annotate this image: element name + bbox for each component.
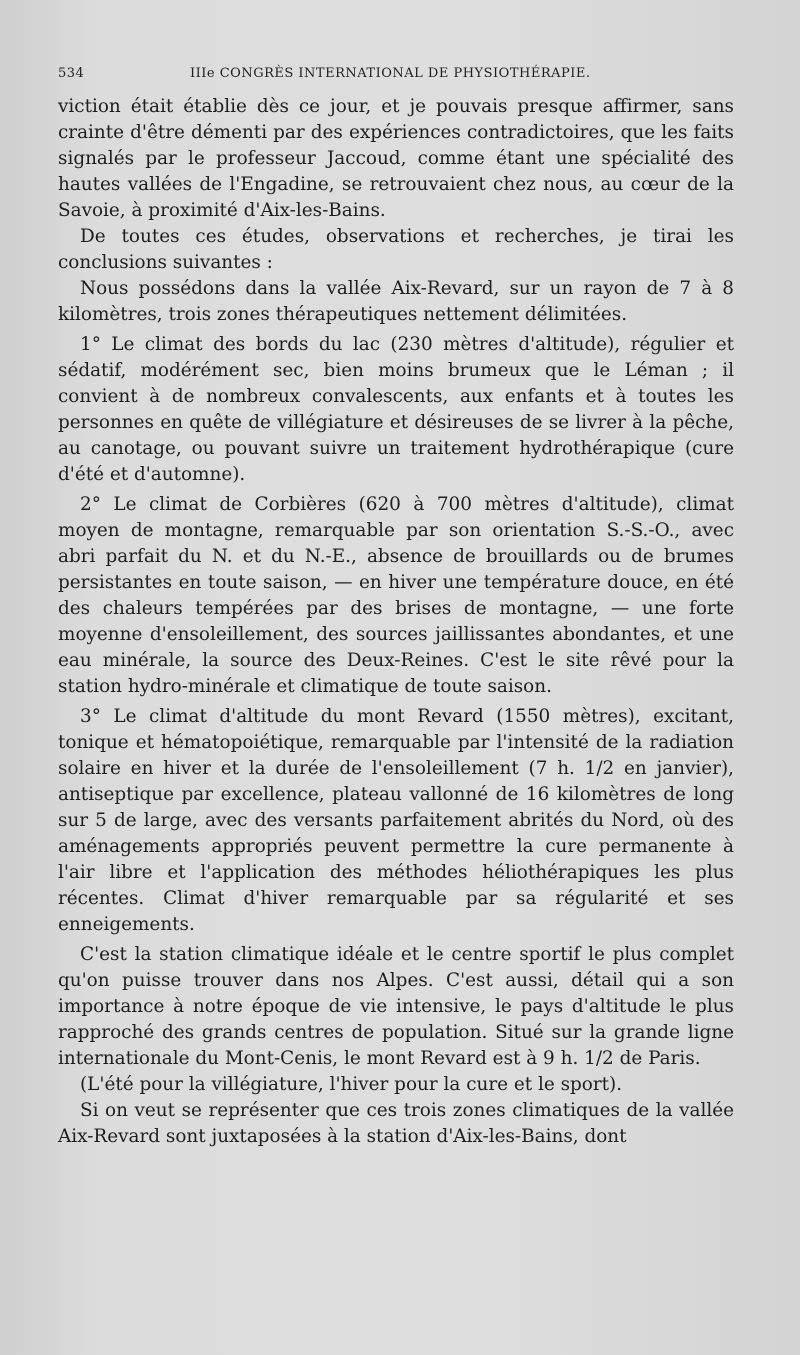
running-title: IIIe CONGRÈS INTERNATIONAL DE PHYSIOTHÉRAPIE. [190, 66, 591, 81]
paragraph-conclusions-intro: De toutes ces études, observations et recherches, je tirai les conclusions suivantes : [58, 226, 734, 273]
page-header [58, 66, 740, 84]
paragraph-station-ideale: C'est la station climatique idéale et le centre sportif le plus complet qu'on puisse trouver dans nos Alpes. C'est aussi, détail qui a son importance à notre époque de vie intensive, le pays d'altitude le plus rapproché des grands centres de population. Situé sur la grande ligne internationale du Mont-Cenis, le mont Revard est à 9 h. 1/2 de Paris. [58, 944, 734, 1069]
paragraph-three-zones: Nous possédons dans la vallée Aix-Revard, sur un rayon de 7 à 8 kilomètres, trois zones thérapeutiques nettement délimitées. [58, 278, 734, 325]
paragraph-zone-2-corbieres: 2° Le climat de Corbières (620 à 700 mètres d'altitude), climat moyen de montagne, remarquable par son orientation S.-S.-O., avec abri parfait du N. et du N.-E., absence de brouillards ou de brumes persistantes en toute saison, — en hiver une température douce, en été des chaleurs tempérées par des brises de montagne, — une forte moyenne d'ensoleillement, des sources jaillissantes abondantes, et une eau minérale, la source des Deux-Reines. C'est le site rêvé pour la station hydro-minérale et climatique de toute saison. [58, 494, 734, 697]
page-number: 534 [58, 66, 85, 81]
paragraph-continuation: viction était établie dès ce jour, et je pouvais presque affirmer, sans crainte d'être démenti par des expériences contradictoires, que les faits signalés par le professeur Jaccoud, comme étant une spécialité des hautes vallées de l'Engadine, se retrouvaient chez nous, au cœur de la Savoie, à proximité d'Aix-les-Bains. [58, 96, 734, 221]
paragraph-ete-hiver: (L'été pour la villégiature, l'hiver pour la cure et le sport). [80, 1074, 623, 1095]
paragraph-zone-1-lac: 1° Le climat des bords du lac (230 mètres d'altitude), régulier et sédatif, modérément sec, bien moins brumeux que le Léman ; il convient à de nombreux convalescents, aux enfants et à toutes les personnes en quête de villégiature et désireuses de se livrer à la pêche, au canotage, ou pouvant suivre un traitement hydrothérapique (cure d'été et d'automne). [58, 334, 734, 485]
paragraph-juxtaposition: Si on veut se représenter que ces trois zones climatiques de la vallée Aix-Revard sont juxtaposées à la station d'Aix-les-Bains, dont [58, 1100, 734, 1147]
page-body [58, 94, 734, 1150]
paragraph-zone-3-revard: 3° Le climat d'altitude du mont Revard (1550 mètres), excitant, tonique et hématopoiétique, remarquable par l'intensité de la radiation solaire en hiver et la durée de l'ensoleillement (7 h. 1/2 en janvier), antiseptique par excellence, plateau vallonné de 16 kilomètres de long sur 5 de large, avec des versants parfaitement abrités du Nord, où des aménagements appropriés peuvent permettre la cure permanente à l'air libre et l'application des méthodes héliothérapiques les plus récentes. Climat d'hiver remarquable par sa régularité et ses enneigements. [58, 706, 734, 935]
